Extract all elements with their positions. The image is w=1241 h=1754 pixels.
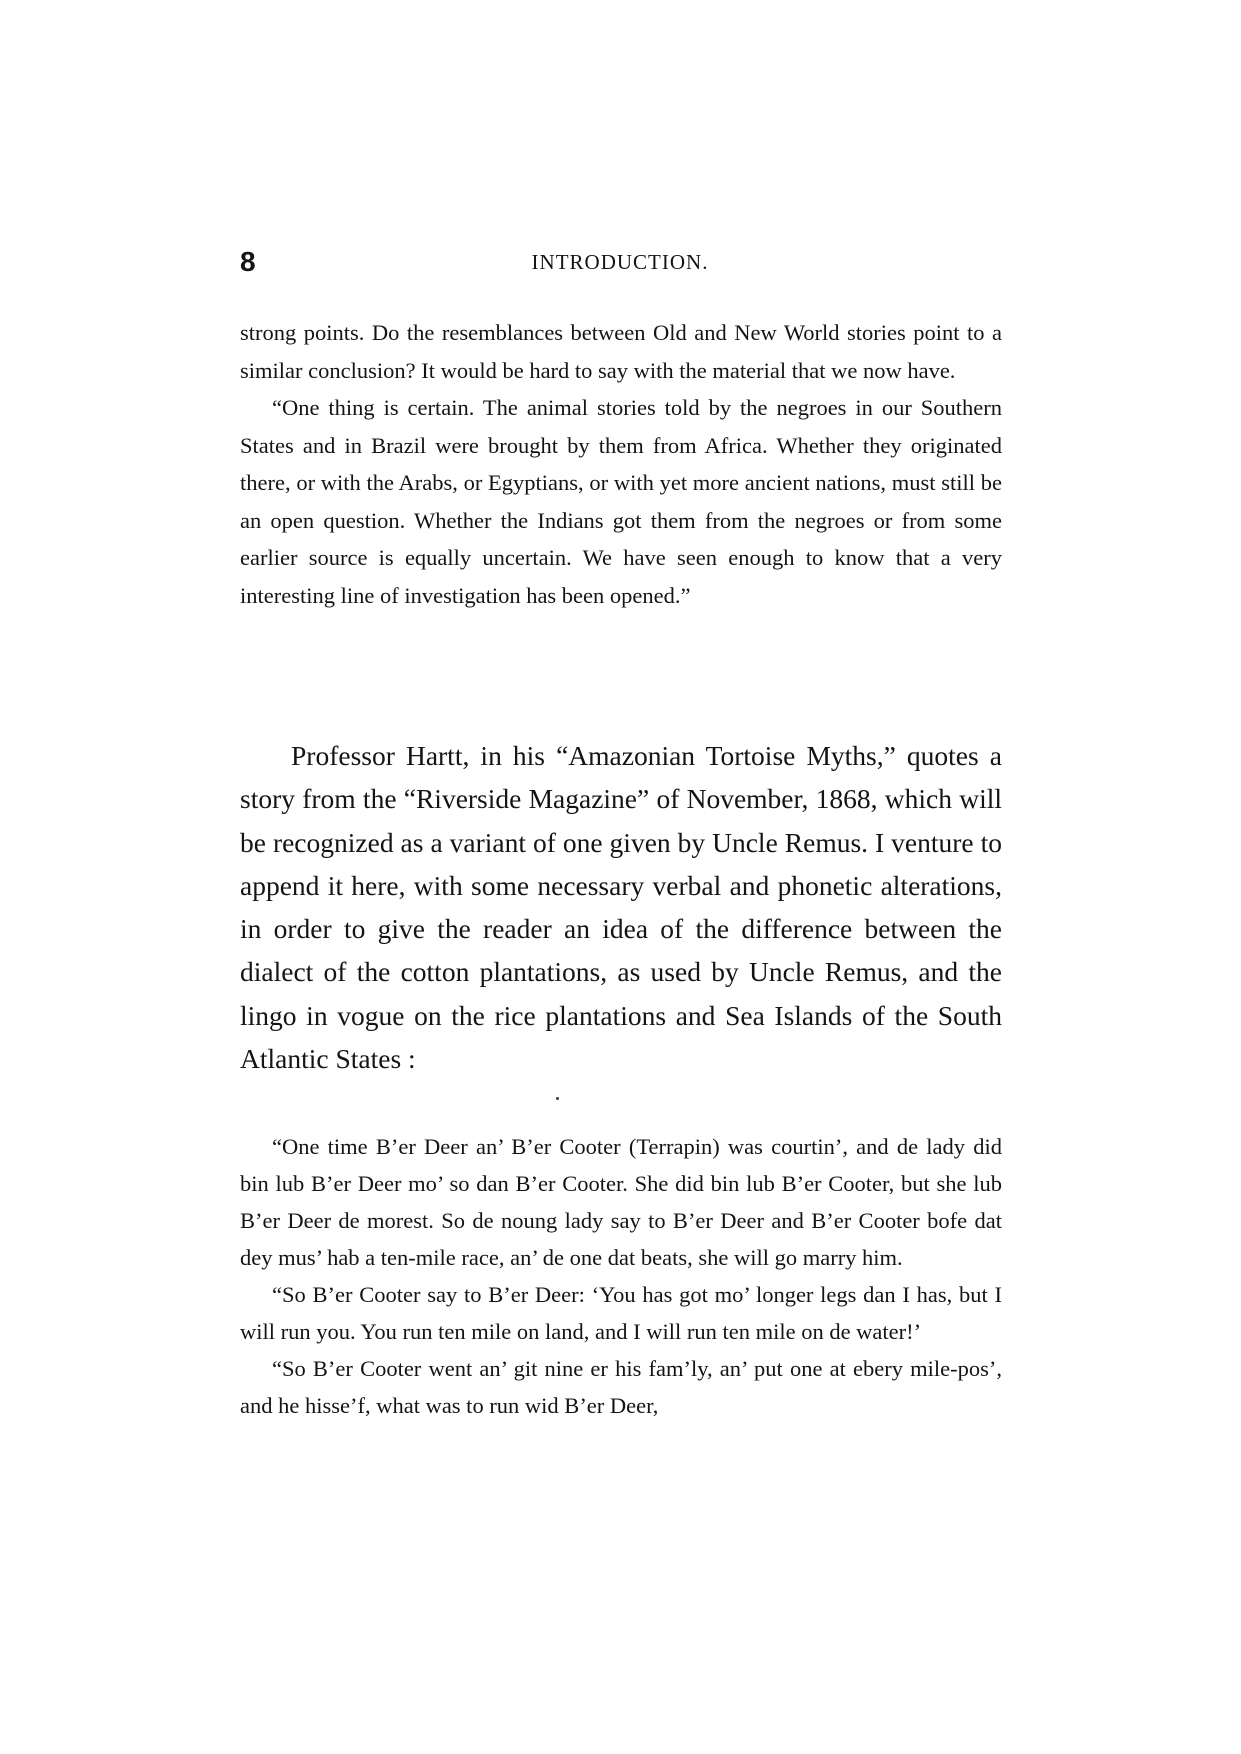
page-header bbox=[240, 246, 1000, 282]
main-paragraph: Professor Hartt, in his “Amazonian Tortoise Myths,” quotes a story from the “Riverside Magazine” of November, 1868, which will be recognized as a variant of one given by Uncle Remus. I venture to append it here, with some necessary verbal and phonetic alterations, in order to give the reader an idea of the difference between the dialect of the cotton plantations, as used by Uncle Remus, and the lingo in vogue on the rice plantations and Sea Islands of the South Atlantic States : bbox=[240, 740, 1002, 1075]
running-head: INTRODUCTION. bbox=[531, 250, 709, 274]
stray-ink-mark bbox=[556, 1097, 559, 1100]
main-text bbox=[240, 734, 1002, 1080]
story-paragraph: “So B’er Cooter went an’ git nine er his fam’ly, an’ put one at ebery mile-pos’, and he hisse’f, what was to run wid B’er Deer, bbox=[240, 1356, 1002, 1418]
story-paragraph: “So B’er Cooter say to B’er Deer: ‘You has got mo’ longer legs dan I has, but I will run you. You run ten mile on land, and I will run ten mile on de water!’ bbox=[240, 1282, 1002, 1344]
quoted-passage bbox=[240, 314, 1002, 614]
story-passage bbox=[240, 1128, 1002, 1424]
quoted-continuation: strong points. Do the resemblances between Old and New World stories point to a similar conclusion? It would be hard to say with the material that we now have. bbox=[240, 320, 1002, 383]
story-paragraph: “One time B’er Deer an’ B’er Cooter (Terrapin) was courtin’, and de lady did bin lub B’er Deer mo’ so dan B’er Cooter. She did bin lub B’er Cooter, but she lub B’er Deer de morest. So de noung lady say to B’er Deer and B’er Cooter bofe dat dey mus’ hab a ten-mile race, an’ de one dat beats, she will go marry him. bbox=[240, 1134, 1002, 1270]
page-number: 8 bbox=[240, 246, 256, 277]
quoted-paragraph: “One thing is certain. The animal stories told by the negroes in our Southern States and in Brazil were brought by them from Africa. Whether they originated there, or with the Arabs, or Egyptians, or with yet more ancient nations, must still be an open question. Whether the Indians got them from the negroes or from some earlier source is equally uncertain. We have seen enough to know that a very interesting line of investigation has been opened.” bbox=[240, 395, 1002, 608]
